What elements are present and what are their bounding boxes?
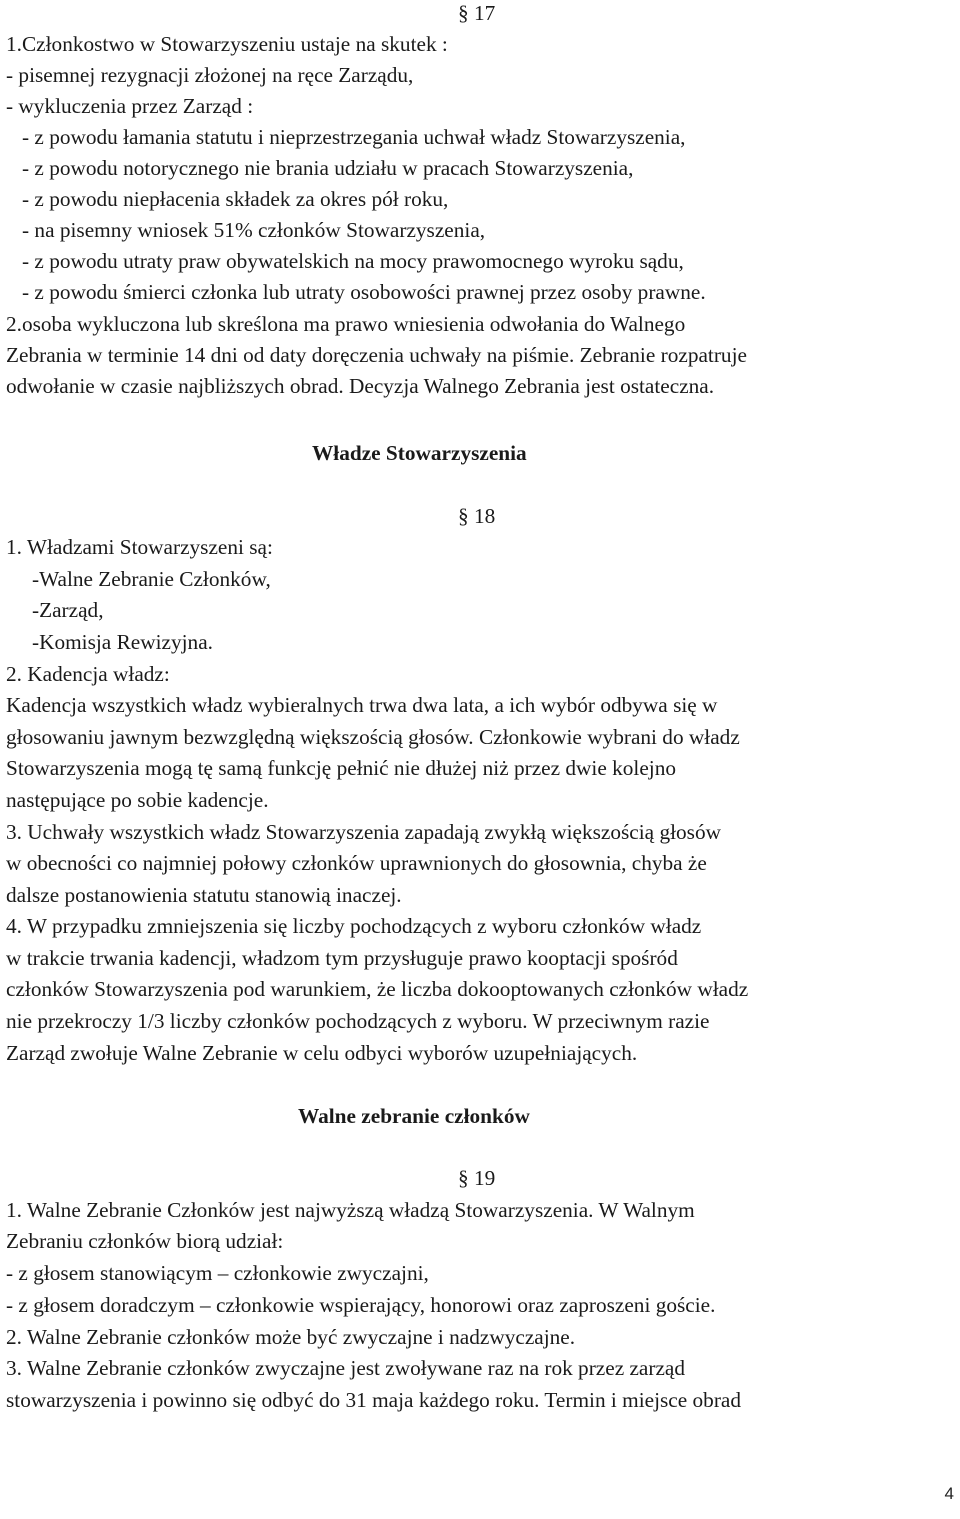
- s18-line: 1. Władzami Stowarzyszeni są:: [6, 535, 273, 559]
- s18-line: Zarząd zwołuje Walne Zebranie w celu odbyci wyborów uzupełniających.: [6, 1041, 638, 1065]
- section-19-number: § 19: [458, 1166, 496, 1190]
- s17-line: Zebrania w terminie 14 dni od daty doręczenia uchwały na piśmie. Zebranie rozpatruje: [6, 343, 747, 367]
- s18-line: nie przekroczy 1/3 liczby członków pochodzących z wyboru. W przeciwnym razie: [6, 1009, 710, 1033]
- s18-line: Stowarzyszenia mogą tę samą funkcję pełnić nie dłużej niż przez dwie kolejno: [6, 756, 676, 780]
- s19-line: 1. Walne Zebranie Członków jest najwyższą władzą Stowarzyszenia. W Walnym: [6, 1198, 695, 1222]
- section-18-number: § 18: [458, 504, 496, 528]
- s17-line: - z powodu łamania statutu i nieprzestrzegania uchwał władz Stowarzyszenia,: [22, 125, 686, 149]
- s18-line: następujące po sobie kadencje.: [6, 788, 269, 812]
- page-number: 4: [944, 1484, 954, 1503]
- s17-line: 2.osoba wykluczona lub skreślona ma prawo wniesienia odwołania do Walnego: [6, 312, 686, 336]
- s17-line: - z powodu notorycznego nie brania udziału w pracach Stowarzyszenia,: [22, 156, 634, 180]
- s17-line: odwołanie w czasie najbliższych obrad. Decyzja Walnego Zebrania jest ostateczna.: [6, 374, 715, 398]
- s17-line: - z powodu utraty praw obywatelskich na mocy prawomocnego wyroku sądu,: [22, 249, 684, 273]
- s17-line: - pisemnej rezygnacji złożonej na ręce Zarządu,: [6, 63, 414, 87]
- s18-line: 2. Kadencja władz:: [6, 662, 170, 686]
- s18-line: dalsze postanowienia statutu stanowią inaczej.: [6, 883, 402, 907]
- s17-line: - z powodu niepłacenia składek za okres pół roku,: [22, 187, 449, 211]
- s19-line: - z głosem doradczym – członkowie wspierający, honorowi oraz zaproszeni goście.: [6, 1293, 716, 1317]
- s18-line: 4. W przypadku zmniejszenia się liczby pochodzących z wyboru członków władz: [6, 914, 702, 938]
- s18-line: Kadencja wszystkich władz wybieralnych trwa dwa lata, a ich wybór odbywa się w: [6, 693, 718, 717]
- s17-line: - na pisemny wniosek 51% członków Stowarzyszenia,: [22, 218, 486, 242]
- s18-line: w trakcie trwania kadencji, władzom tym przysługuje prawo kooptacji spośród: [6, 946, 678, 970]
- s18-line: członków Stowarzyszenia pod warunkiem, że liczba dokooptowanych członków władz: [6, 977, 749, 1001]
- s18-line: 3. Uchwały wszystkich władz Stowarzyszenia zapadają zwykłą większością głosów: [6, 820, 721, 844]
- s18-line: -Walne Zebranie Członków,: [32, 567, 271, 591]
- s17-line: 1.Członkostwo w Stowarzyszeniu ustaje na skutek :: [6, 32, 448, 56]
- heading-walne-zebranie: Walne zebranie członków: [298, 1104, 530, 1128]
- s19-line: stowarzyszenia i powinno się odbyć do 31 maja każdego roku. Termin i miejsce obrad: [6, 1388, 742, 1412]
- section-17-number: § 17: [458, 1, 496, 25]
- s18-line: w obecności co najmniej połowy członków uprawnionych do głosownia, chyba że: [6, 851, 707, 875]
- s17-line: - z powodu śmierci członka lub utraty osobowości prawnej przez osoby prawne.: [22, 280, 706, 304]
- s18-line: głosowaniu jawnym bezwzględną większością głosów. Członkowie wybrani do władz: [6, 725, 740, 749]
- s19-line: 2. Walne Zebranie członków może być zwyczajne i nadzwyczajne.: [6, 1325, 576, 1349]
- s17-line: - wykluczenia przez Zarząd :: [6, 94, 254, 118]
- s18-line: -Zarząd,: [32, 598, 104, 622]
- heading-wladze: Władze Stowarzyszenia: [312, 441, 527, 465]
- s19-line: 3. Walne Zebranie członków zwyczajne jest zwoływane raz na rok przez zarząd: [6, 1356, 686, 1380]
- s19-line: Zebraniu członków biorą udział:: [6, 1229, 284, 1253]
- s18-line: -Komisja Rewizyjna.: [32, 630, 213, 654]
- s19-line: - z głosem stanowiącym – członkowie zwyczajni,: [6, 1261, 429, 1285]
